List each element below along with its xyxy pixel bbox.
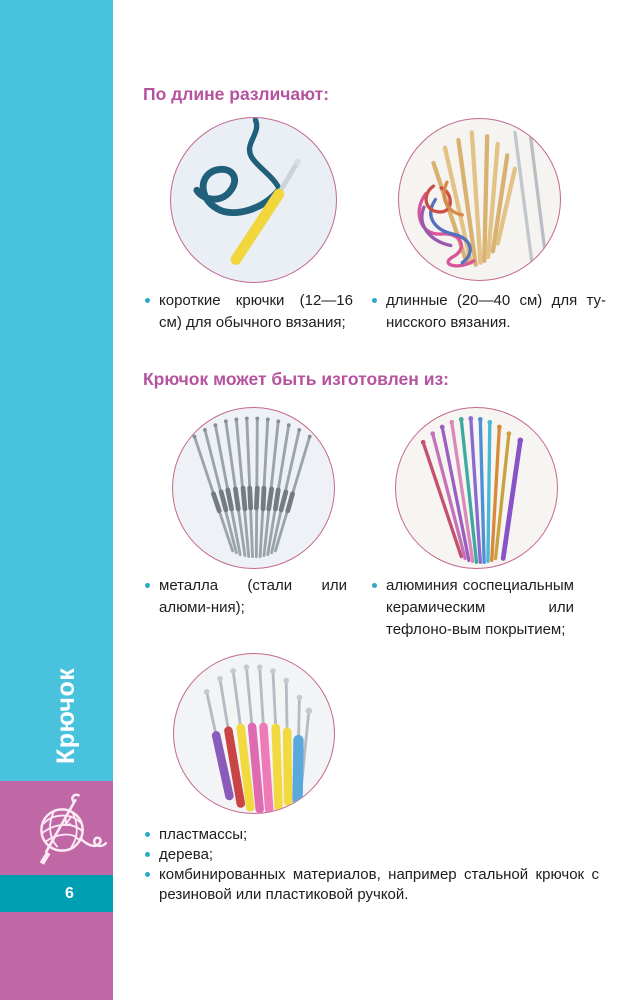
section-heading-material: Крючок может быть изготовлен из:: [143, 369, 450, 389]
bullet-short-hooks: [143, 290, 353, 334]
bullet-long-hooks: [370, 290, 606, 334]
bullet-wood: [143, 845, 605, 865]
yarn-ball-with-hook-icon: [24, 792, 110, 868]
bullet-dot: [145, 872, 150, 877]
bullet-aluminum-coated: [370, 575, 574, 641]
photo-tunisian-hooks: [398, 118, 561, 281]
photo-short-crochet-hook: [170, 117, 337, 283]
photo-aluminum-hooks: [395, 407, 558, 569]
bullet-dot: [372, 298, 377, 303]
bullet-dot: [145, 852, 150, 857]
bullet-text: металла (стали или алюми-​ния);: [159, 577, 347, 616]
sidebar-blue-band: [0, 0, 113, 781]
bullet-combined: [143, 865, 605, 905]
bullet-text: комбинированных материалов, например стальной крючок с резиновой или пластиковой ручкой.: [159, 866, 599, 903]
bullet-text: алюминия соспециальным керамическим или тефлоно-​вым покрытием;: [386, 577, 574, 638]
material-list: [143, 825, 605, 905]
bullet-dot: [372, 583, 377, 588]
photo-plastic-hooks: [173, 653, 335, 814]
bullet-dot: [145, 298, 150, 303]
page-number: 6: [65, 884, 74, 902]
bullet-plastic: [143, 825, 605, 845]
sidebar-page-number-band: [0, 875, 113, 912]
bullet-metal: [143, 575, 347, 619]
bullet-dot: [145, 583, 150, 588]
chapter-title-vertical: Крючок: [52, 667, 80, 764]
photo-steel-hooks: [172, 407, 335, 569]
bullet-text: пластмассы;: [159, 826, 248, 843]
sidebar-pink-band-bottom: [0, 912, 113, 1000]
bullet-text: дерева;: [159, 846, 214, 863]
bullet-dot: [145, 832, 150, 837]
section-heading-length: По длине различают:: [143, 84, 330, 104]
bullet-text: длинные (20—40 см) для ту-​нисского вязания.: [386, 292, 606, 331]
bullet-text: короткие крючки (12—16 см) для обычного вязания;: [159, 292, 353, 331]
